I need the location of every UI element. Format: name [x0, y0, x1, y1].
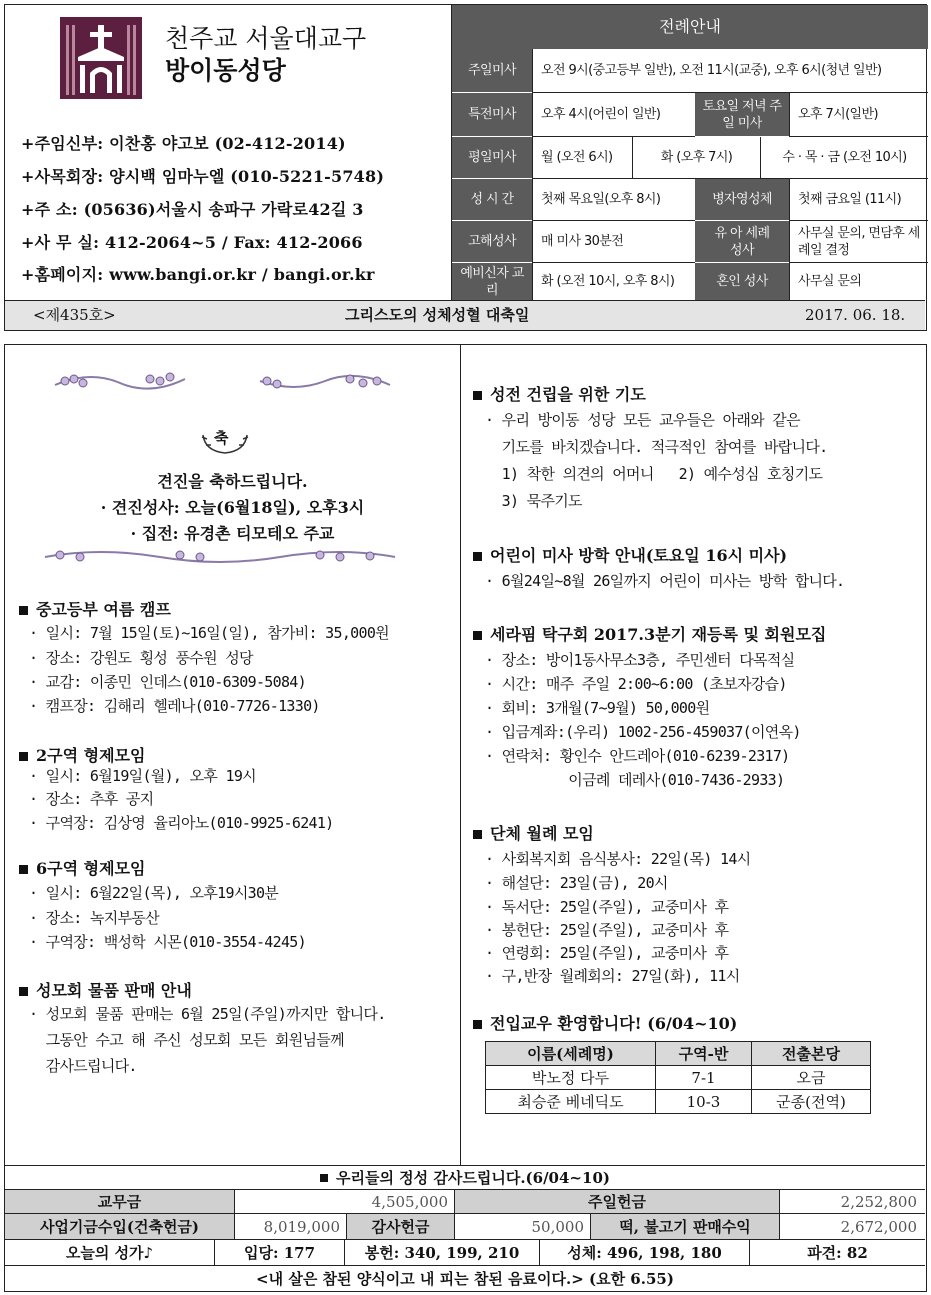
bulletin-header	[4, 4, 927, 331]
entrance-hymn: 입당: 177	[215, 1240, 345, 1265]
bulletin-body	[4, 344, 927, 1292]
floral-divider-icon	[40, 545, 400, 569]
floral-ornament-icon	[50, 365, 190, 399]
saturday-mass-value: 오후 7시(일반)	[789, 93, 928, 137]
hymns-label: 오늘의 성가♪	[5, 1240, 215, 1265]
scripture-quote: <내 살은 참된 양식이고 내 피는 참된 음료이다.> (요한 6.55)	[256, 1270, 674, 1288]
table-row	[486, 1090, 871, 1114]
list-item: · 교감: 이종민 인데스(010-6309-5084)	[29, 673, 306, 691]
address-info: +주 소: (05636)서울시 송파구 가락로42길 3	[21, 200, 364, 219]
sunday-offering-label: 주일헌금	[455, 1190, 780, 1213]
table-header-row	[486, 1042, 871, 1066]
table-cell: 최승준 베네딕도	[486, 1090, 656, 1114]
sunday-mass-label: 주일미사	[452, 49, 532, 93]
list-item: · 해설단: 23일(금), 20시	[485, 874, 668, 892]
liturgy-schedule	[451, 5, 927, 300]
list-item: 이금례 데레사(010-7436-2933)	[485, 771, 785, 789]
church-logo	[60, 17, 142, 99]
list-item: · 구,반장 월례회의: 27일(화), 11시	[485, 967, 740, 985]
list-item: 감사드립니다.	[29, 1057, 137, 1075]
issue-number: <제435호>	[33, 306, 116, 324]
section-title: 세라핌 탁구회 2017.3분기 재등록 및 회원모집	[473, 622, 826, 645]
church-diocese: 천주교 서울대교구	[165, 24, 367, 53]
list-item: · 성모회 물품 판매는 6월 25일(주일)까지만 합니다.	[29, 1005, 386, 1023]
confirmation-date: · 견진성사: 오늘(6월18일), 오후3시	[100, 498, 365, 517]
list-item: · 캠프장: 김해리 헬레나(010-7726-1330)	[29, 697, 320, 715]
list-item: · 연락처: 황인수 안드레아(010-6239-2317)	[485, 747, 790, 765]
table-cell: 7-1	[656, 1066, 752, 1090]
weekday-mass-label: 평일미사	[452, 137, 532, 179]
wedding-label: 혼인 성사	[695, 263, 789, 300]
finance-title-row	[5, 1165, 925, 1189]
list-item: 그동안 수고 해 주신 성모회 모든 회원님들께	[29, 1031, 344, 1049]
building-fund-value: 8,019,000	[235, 1214, 347, 1239]
church-name	[165, 23, 366, 87]
issue-bar	[5, 300, 925, 330]
list-item: · 연령회: 25일(주일), 교중미사 후	[485, 944, 729, 962]
finance-title: 우리들의 정성 감사드립니다.(6/04~10)	[336, 1169, 610, 1187]
hymns-row	[5, 1239, 925, 1265]
list-item: · 6월24일~8월 26일까지 어린이 미사는 방학 합니다.	[485, 572, 845, 590]
list-item: · 우리 방이동 성당 모든 교우들은 아래와 같은	[485, 411, 800, 429]
weekday-other: 수 · 목 · 금 (오전 10시)	[760, 137, 928, 179]
section-title: 단체 월례 모임	[473, 821, 594, 844]
finance-row	[5, 1189, 925, 1213]
section-title: 2구역 형제모임	[19, 743, 145, 766]
building-fund-label: 사업기금수입(건축헌금)	[5, 1214, 235, 1239]
sunday-offering-value: 2,252,800	[840, 1192, 917, 1211]
section-title: 성전 건립을 위한 기도	[473, 382, 646, 405]
feast-name: 그리스도의 성체성혈 대축일	[345, 306, 530, 324]
column-header: 구역-반	[656, 1042, 752, 1066]
catechumen-label: 예비신자 교 리	[452, 263, 532, 300]
list-item: · 구역장: 백성학 시몬(010-3554-4245)	[29, 933, 306, 951]
list-item: · 장소: 방이1동사무소3층, 주민센터 다목적실	[485, 651, 795, 669]
list-item: · 사회복지회 음식봉사: 22일(목) 14시	[485, 850, 751, 868]
floral-ornament-icon	[255, 365, 395, 399]
offertory-hymn: 봉헌: 340, 199, 210	[345, 1240, 540, 1265]
list-item: · 장소: 추후 공지	[29, 790, 154, 808]
section-title: 6구역 형제모임	[19, 856, 145, 879]
general-fund-label: 교무금	[5, 1190, 235, 1213]
thanks-offering-label: 감사헌금	[347, 1214, 455, 1239]
confession-value: 매 미사 30분전	[532, 221, 695, 263]
table-cell: 군종(전역)	[752, 1090, 871, 1114]
weekday-mon: 월 (오전 6시)	[532, 137, 632, 179]
holy-hour-label: 성 시 간	[452, 179, 532, 221]
celebration-mark: 축	[214, 429, 229, 447]
newcomers-table	[485, 1041, 871, 1114]
column-header: 전출본당	[752, 1042, 871, 1066]
general-fund-value: 4,505,000	[235, 1190, 455, 1213]
sales-income-label: 떡, 불고기 판매수익	[591, 1214, 780, 1239]
finance-row	[5, 1213, 925, 1239]
list-item: · 봉헌단: 25일(주일), 교중미사 후	[485, 921, 729, 939]
thanks-offering-value: 50,000	[455, 1214, 591, 1239]
infant-baptism-label: 유 아 세례성사	[695, 221, 789, 263]
list-item: · 회비: 3개월(7~9월) 50,000원	[485, 699, 710, 717]
wedding-value: 사무실 문의	[789, 263, 928, 300]
confirmation-celebrant: · 집전: 유경촌 티모테오 주교	[130, 524, 335, 543]
section-title: 성모회 물품 판매 안내	[19, 978, 192, 1001]
office-info: +사 무 실: 412-2064~5 / Fax: 412-2066	[21, 233, 363, 252]
list-item: 3) 묵주기도	[485, 492, 582, 510]
list-item: · 장소: 녹지부동산	[29, 909, 159, 927]
pastor-info: +주임신부: 이찬홍 야고보 (02-412-2014)	[21, 134, 346, 153]
special-mass-value: 오후 4시(어린이 일반)	[532, 93, 695, 137]
homepage-link[interactable]: +홈페이지: www.bangi.or.kr / bangi.or.kr	[21, 265, 375, 284]
section-title: 어린이 미사 방학 안내(토요일 16시 미사)	[473, 543, 787, 566]
table-row	[486, 1066, 871, 1090]
column-divider	[460, 345, 461, 1165]
saturday-mass-label: 토요일 저녁 주일 미사	[695, 93, 789, 137]
catechumen-value: 화 (오전 10시, 오후 8시)	[532, 263, 695, 300]
sick-communion-label: 병자영성체	[695, 179, 789, 221]
infant-baptism-value: 사무실 문의, 면담후 세례일 결정	[789, 221, 928, 263]
closing-hymn: 파견: 82	[807, 1244, 868, 1262]
column-header: 이름(세례명)	[486, 1042, 656, 1066]
list-item: · 일시: 6월19일(월), 오후 19시	[29, 767, 256, 785]
scripture-row	[5, 1265, 925, 1291]
confession-label: 고해성사	[452, 221, 532, 263]
issue-date: 2017. 06. 18.	[805, 306, 906, 324]
church-parish: 방이동성당	[165, 56, 286, 85]
sales-income-value: 2,672,000	[840, 1217, 917, 1236]
section-title: 중고등부 여름 캠프	[19, 597, 171, 620]
list-item: · 입금계좌:(우리) 1002-256-459037(이연옥)	[485, 723, 801, 741]
sunday-mass-value: 오전 9시(중고등부 일반), 오전 11시(교중), 오후 6시(청년 일반)	[532, 49, 928, 93]
table-cell: 10-3	[656, 1090, 752, 1114]
list-item: · 시간: 매주 주일 2:00~6:00 (초보자강습)	[485, 675, 787, 693]
weekday-tue: 화 (오후 7시)	[632, 137, 760, 179]
list-item: · 일시: 6월22일(목), 오후19시30분	[29, 884, 279, 902]
list-item: · 일시: 7월 15일(토)~16일(일), 참가비: 35,000원	[29, 624, 389, 642]
confirmation-heading: 견진을 축하드립니다.	[157, 472, 308, 491]
section-title: 전입교우 환영합니다! (6/04~10)	[473, 1011, 737, 1034]
holy-hour-value: 첫째 목요일(오후 8시)	[532, 179, 695, 221]
list-item: · 구역장: 김상영 율리아노(010-9925-6241)	[29, 814, 334, 832]
sick-communion-value: 첫째 금요일 (11시)	[789, 179, 928, 221]
list-item: · 독서단: 25일(주일), 교중미사 후	[485, 898, 729, 916]
list-item: 기도를 바치겠습니다. 적극적인 참여를 바랍니다.	[485, 438, 828, 456]
special-mass-label: 특전미사	[452, 93, 532, 137]
communion-hymn: 성체: 496, 198, 180	[540, 1240, 750, 1265]
list-item: · 장소: 강원도 횡성 풍수원 성당	[29, 649, 253, 667]
table-cell: 오금	[752, 1066, 871, 1090]
liturgy-title: 전례안내	[452, 5, 928, 49]
list-item: 1) 착한 의견의 어머니 2) 예수성심 호칭기도	[485, 465, 823, 483]
table-cell: 박노정 다두	[486, 1066, 656, 1090]
council-info: +사목회장: 양시백 임마누엘 (010-5221-5748)	[21, 167, 385, 186]
